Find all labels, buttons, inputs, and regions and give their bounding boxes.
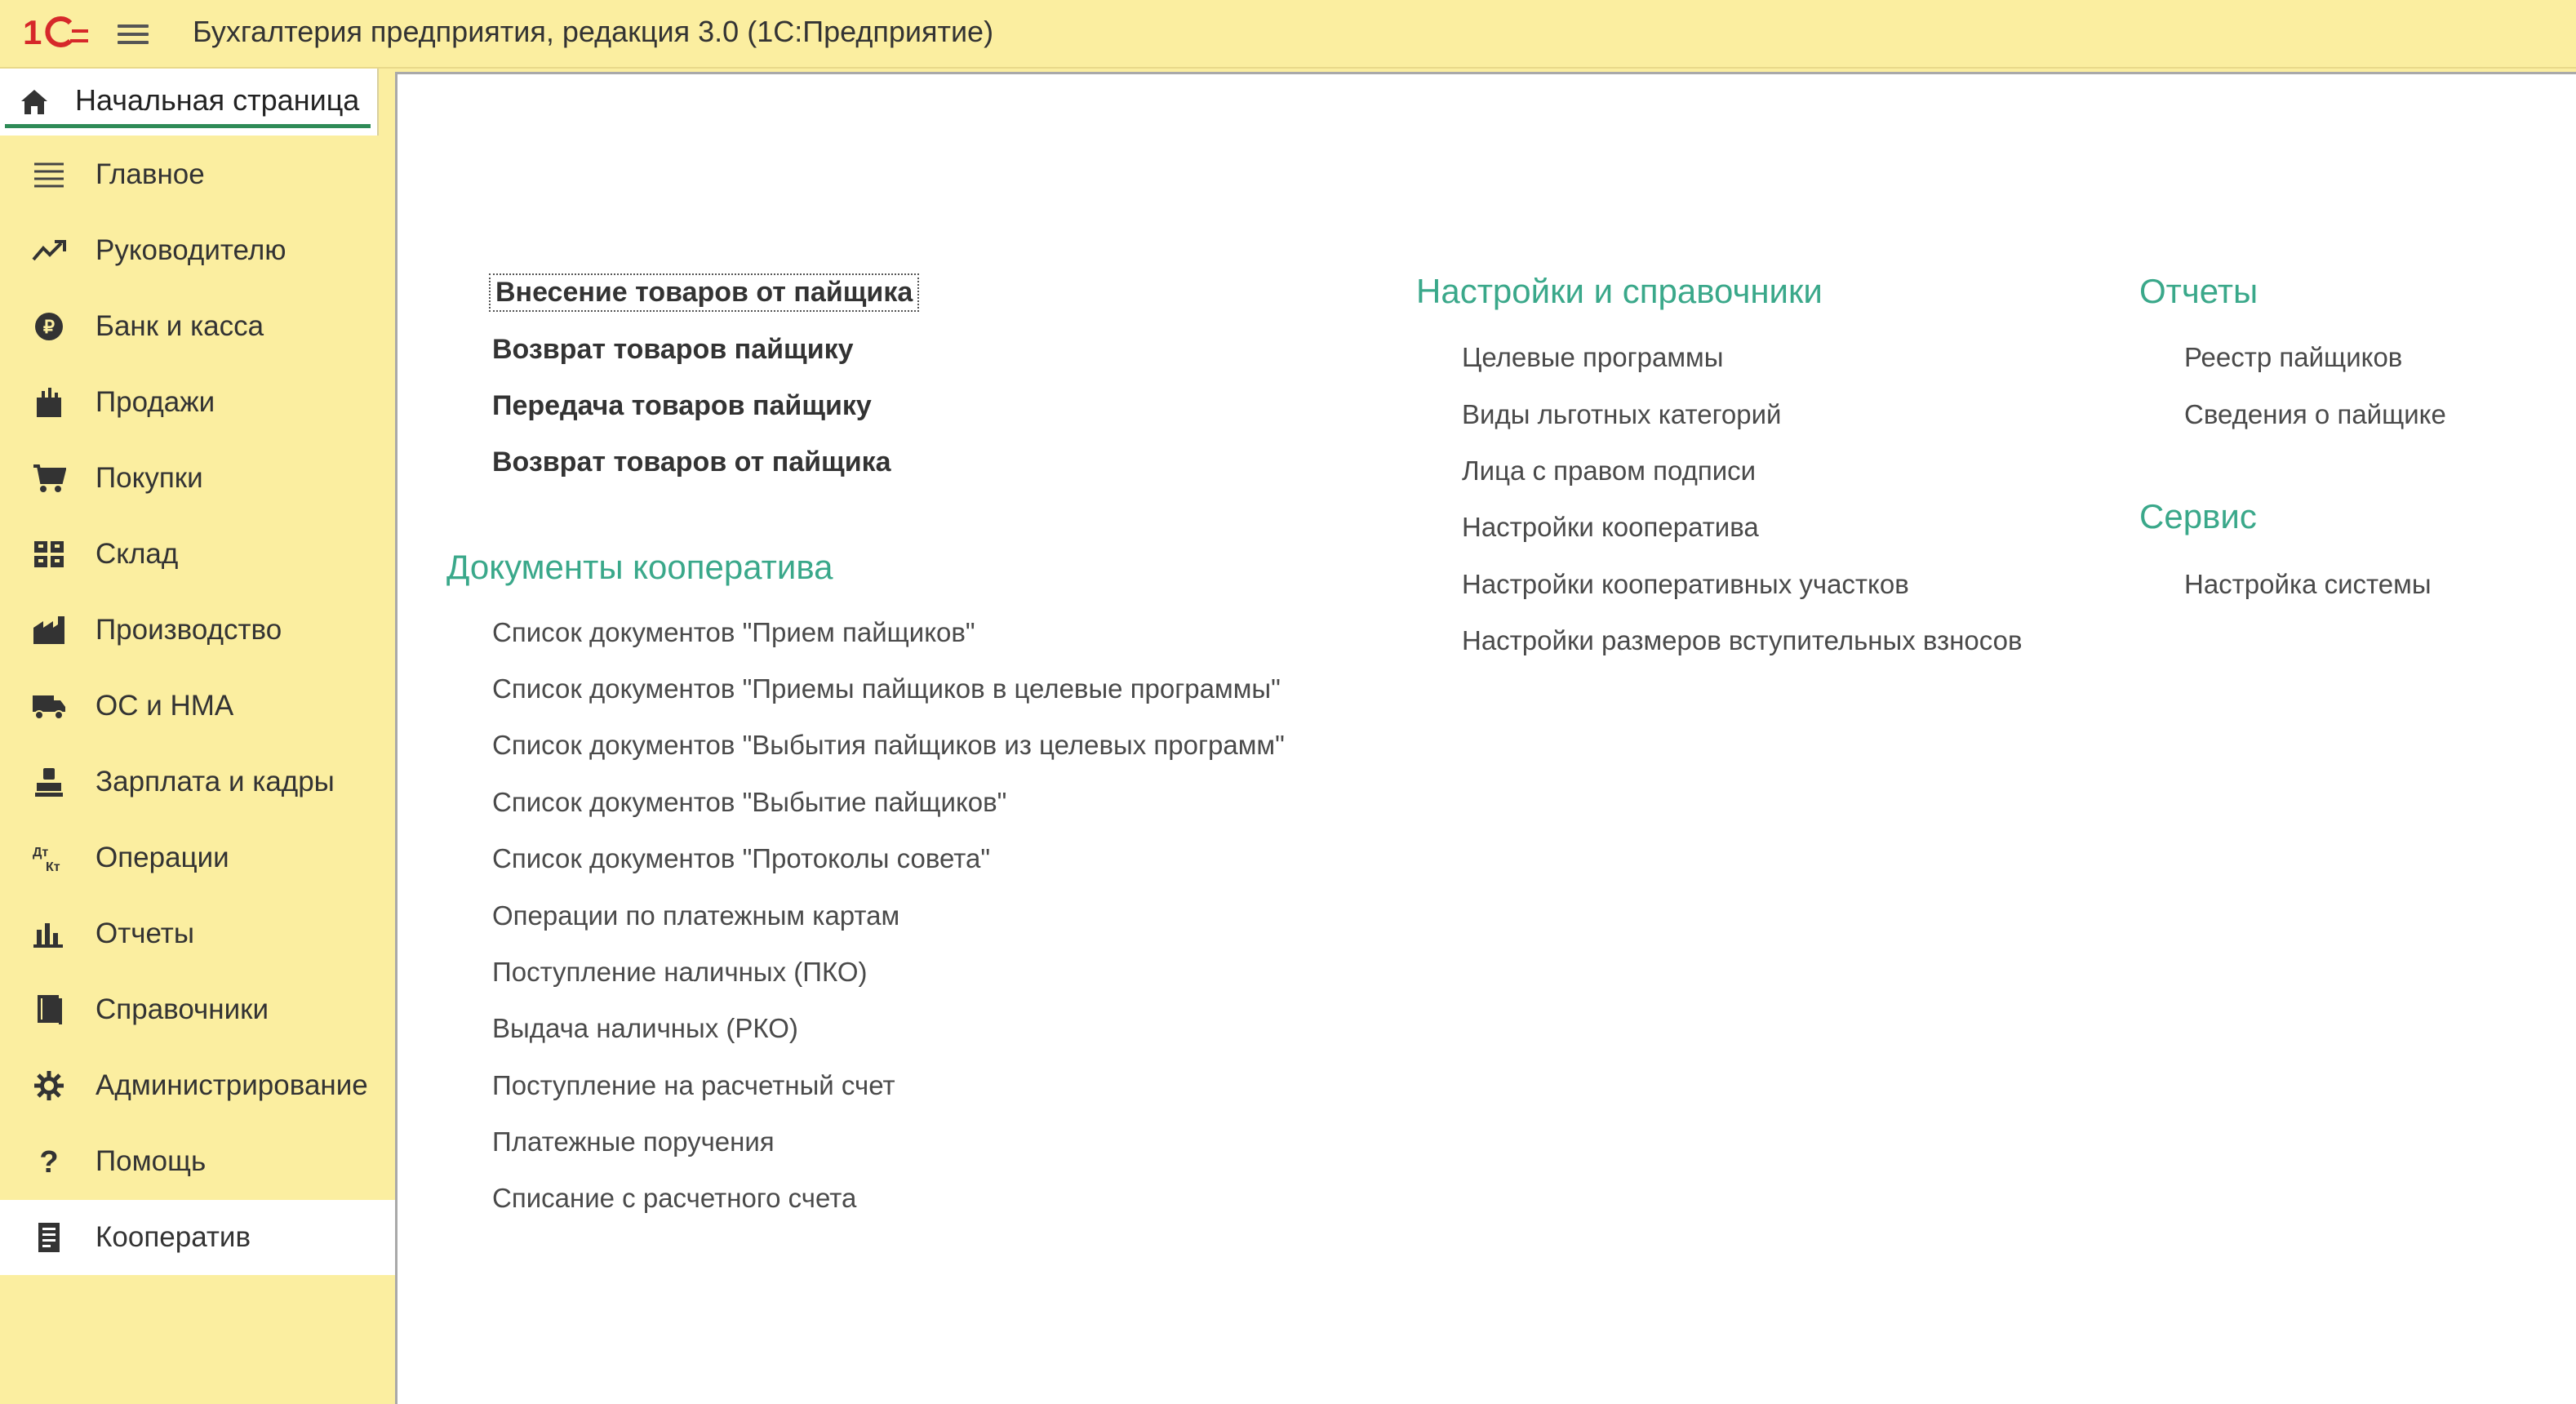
truck-icon <box>31 690 67 722</box>
sidebar-item-label: Склад <box>95 538 179 570</box>
section-title-documents: Документы кооператива <box>446 548 833 586</box>
sidebar-item-bank[interactable] <box>0 289 395 364</box>
link-council-protocols-list[interactable]: Список документов "Протоколы совета" <box>492 843 991 873</box>
gear-icon <box>31 1069 67 1102</box>
sidebar-item-label: Банк и касса <box>95 310 264 342</box>
link-transfer-goods-to-member[interactable]: Передача товаров пайщику <box>492 390 872 421</box>
svg-text:Дт: Дт <box>33 846 49 860</box>
sidebar-item-production[interactable] <box>0 593 395 668</box>
sidebar-item-label: Отчеты <box>95 917 194 949</box>
title-bar <box>0 0 2576 69</box>
app-title: Бухгалтерия предприятия, редакция 3.0 (1С:Предприятие) <box>193 15 994 48</box>
link-target-program-exit-list[interactable]: Список документов "Выбытия пайщиков из целевых программ" <box>492 730 1285 760</box>
sidebar-item-purchases[interactable] <box>0 441 395 516</box>
tab-home[interactable] <box>0 69 379 136</box>
link-cash-receipt[interactable]: Поступление наличных (ПКО) <box>492 957 868 987</box>
link-signatories[interactable]: Лица с правом подписи <box>1462 455 1757 486</box>
sidebar-item-label: Главное <box>95 158 205 190</box>
warehouse-icon <box>31 538 67 571</box>
section-title-reports: Отчеты <box>2139 272 2258 310</box>
sidebar-item-sales[interactable] <box>0 365 395 440</box>
link-benefit-categories[interactable]: Виды льготных категорий <box>1462 399 1782 429</box>
section-title-settings: Настройки и справочники <box>1416 272 1823 310</box>
sidebar-item-fixed-assets[interactable] <box>0 669 395 744</box>
link-members-register[interactable]: Реестр пайщиков <box>2184 342 2403 372</box>
svg-text:Кт: Кт <box>46 860 60 873</box>
tab-home-label: Начальная страница <box>75 83 360 117</box>
sidebar-item-label: Производство <box>95 614 282 646</box>
link-member-admission-list[interactable]: Список документов "Прием пайщиков" <box>492 617 975 647</box>
link-bank-receipt[interactable]: Поступление на расчетный счет <box>492 1070 895 1100</box>
bar-chart-icon <box>31 917 67 950</box>
link-bank-writeoff[interactable]: Списание с расчетного счета <box>492 1183 857 1213</box>
link-system-settings[interactable]: Настройка системы <box>2184 569 2432 599</box>
svg-text:1: 1 <box>23 13 42 51</box>
link-target-programs[interactable]: Целевые программы <box>1462 342 1724 372</box>
sidebar-item-label: Помощь <box>95 1145 207 1177</box>
sidebar-item-manager[interactable] <box>0 213 395 288</box>
sidebar <box>0 137 395 1404</box>
sidebar-item-payroll[interactable] <box>0 744 395 820</box>
main-panel <box>395 72 2576 1404</box>
link-member-exit-list[interactable]: Список документов "Выбытие пайщиков" <box>492 787 1007 817</box>
sidebar-item-catalogs[interactable] <box>0 972 395 1047</box>
book-icon <box>31 993 67 1026</box>
document-list-icon <box>31 1221 67 1254</box>
operations-icon <box>31 842 67 874</box>
svg-text:₽: ₽ <box>43 317 55 337</box>
link-target-program-admission-list[interactable]: Список документов "Приемы пайщиков в целевые программы" <box>492 673 1281 704</box>
active-tab-indicator <box>5 124 371 128</box>
sidebar-item-cooperative[interactable] <box>0 1200 395 1275</box>
link-entrance-fee-settings[interactable]: Настройки размеров вступительных взносов <box>1462 625 2023 655</box>
main-menu-button[interactable] <box>113 18 155 51</box>
sidebar-item-help[interactable] <box>0 1124 395 1199</box>
section-title-service: Сервис <box>2139 497 2257 535</box>
link-return-goods-to-member[interactable]: Возврат товаров пайщику <box>492 334 854 365</box>
link-return-goods-from-member[interactable]: Возврат товаров от пайщика <box>492 447 891 478</box>
sidebar-item-warehouse[interactable] <box>0 517 395 592</box>
1c-logo-icon[interactable] <box>23 11 90 52</box>
svg-text:?: ? <box>39 1146 59 1177</box>
sidebar-item-label: Кооператив <box>95 1221 251 1253</box>
sidebar-item-main[interactable] <box>0 137 395 212</box>
cart-icon <box>31 462 67 495</box>
menu-lines-icon <box>31 158 67 191</box>
trend-up-icon <box>31 234 67 267</box>
sidebar-item-label: Продажи <box>95 386 215 418</box>
shopping-bag-icon <box>31 386 67 419</box>
sidebar-item-label: Администрирование <box>95 1069 368 1101</box>
link-cooperative-sites-settings[interactable]: Настройки кооперативных участков <box>1462 569 1909 599</box>
link-payment-card-operations[interactable]: Операции по платежным картам <box>492 900 900 931</box>
sidebar-item-administration[interactable] <box>0 1048 395 1123</box>
sidebar-item-reports[interactable] <box>0 896 395 971</box>
sidebar-item-label: Зарплата и кадры <box>95 766 335 798</box>
sidebar-item-label: Справочники <box>95 993 269 1025</box>
link-cooperative-settings[interactable]: Настройки кооператива <box>1462 512 1759 542</box>
factory-icon <box>31 614 67 646</box>
link-cash-disbursement[interactable]: Выдача наличных (РКО) <box>492 1013 798 1043</box>
link-payment-orders[interactable]: Платежные поручения <box>492 1126 775 1157</box>
sidebar-item-label: Покупки <box>95 462 203 494</box>
home-icon <box>18 87 51 116</box>
sidebar-item-label: ОС и НМА <box>95 690 234 722</box>
sidebar-item-label: Операции <box>95 842 229 873</box>
sidebar-item-operations[interactable] <box>0 820 395 895</box>
question-icon <box>31 1145 67 1178</box>
coin-icon <box>31 310 67 343</box>
person-icon <box>31 766 67 798</box>
link-member-info[interactable]: Сведения о пайщике <box>2184 399 2446 429</box>
sidebar-item-label: Руководителю <box>95 234 286 266</box>
link-add-goods-from-member[interactable]: Внесение товаров от пайщика <box>492 277 916 309</box>
